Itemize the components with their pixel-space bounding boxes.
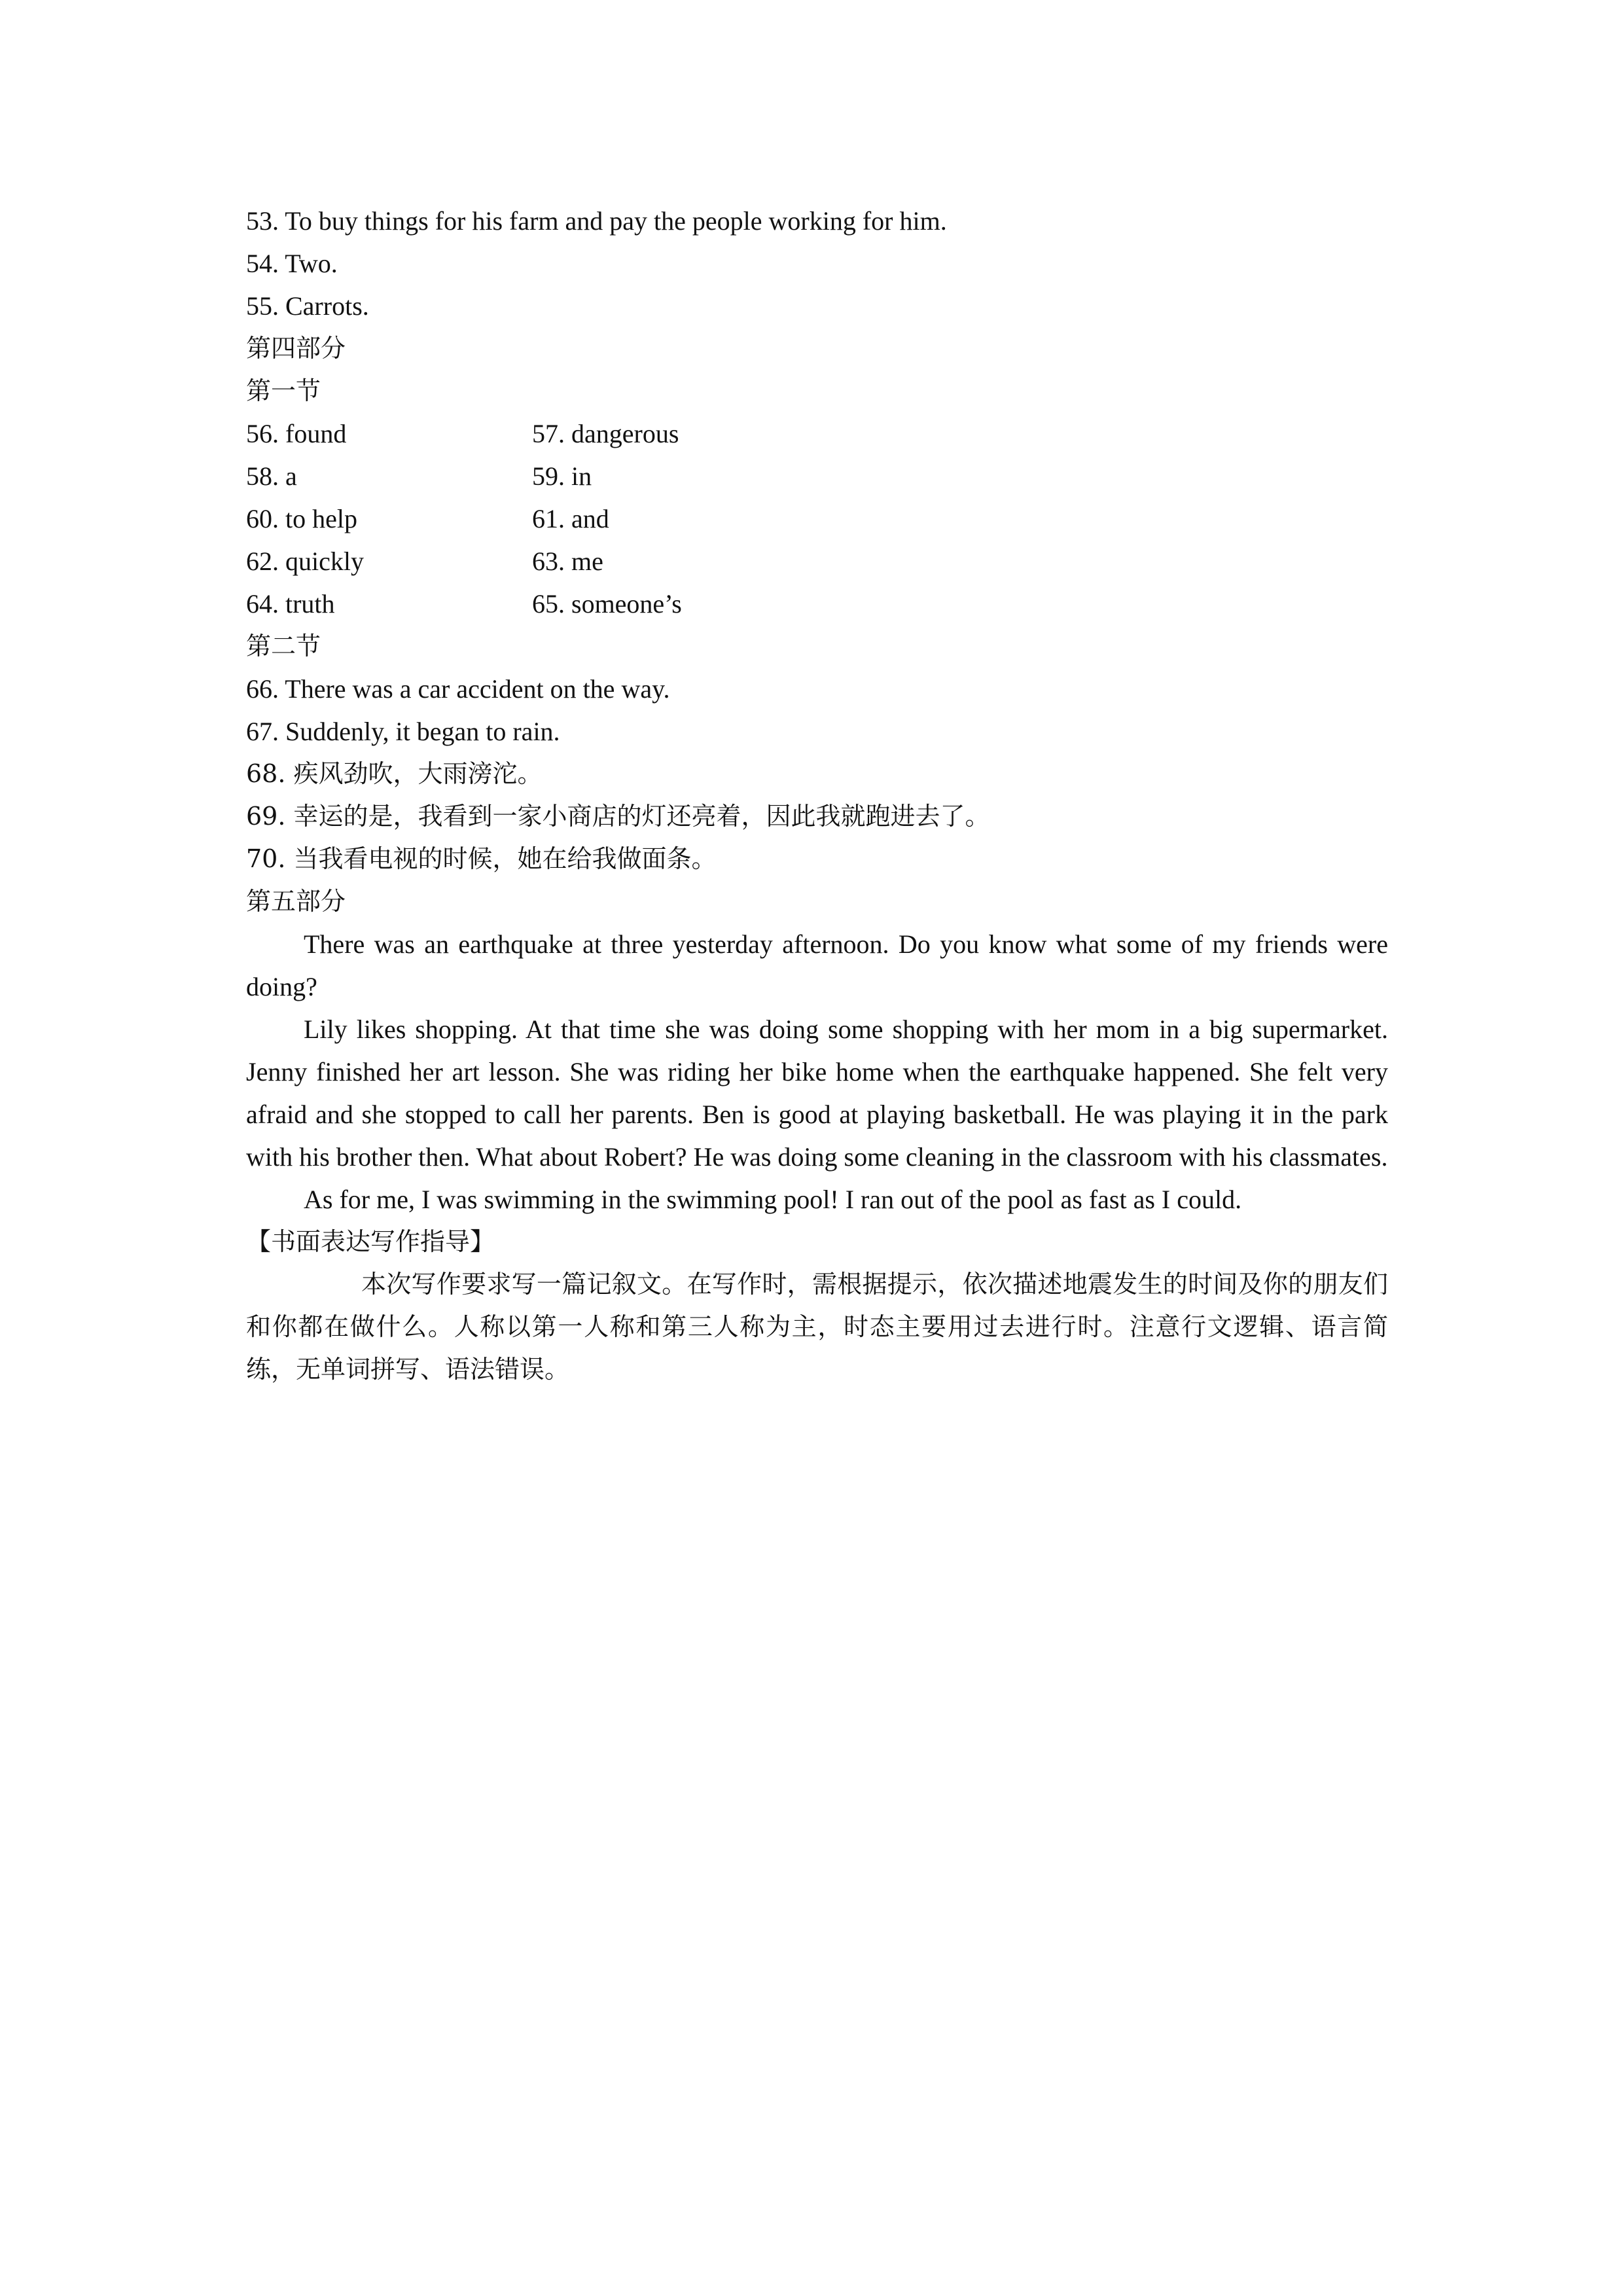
answer-row [246, 412, 1388, 455]
answer-key-content [246, 200, 1388, 1391]
answer-row [246, 497, 1388, 540]
answer-54: 54. Two. [246, 249, 338, 278]
part4-section2-heading: 第二节 [246, 632, 321, 660]
writing-guide-heading: 【书面表达写作指导】 [246, 1227, 495, 1256]
answer-63: 63. me [532, 547, 603, 576]
answer-64: 64. truth [246, 589, 335, 619]
answer-row [246, 540, 1388, 583]
answer-68: 68. 疾风劲吹，大雨滂沱。 [246, 759, 543, 788]
answer-55: 55. Carrots. [246, 291, 369, 321]
answer-row [246, 455, 1388, 497]
answer-66: 66. There was a car accident on the way. [246, 674, 670, 704]
answer-57: 57. dangerous [532, 419, 679, 448]
answer-row [246, 583, 1388, 625]
essay-paragraph: As for me, I was swimming in the swimming pool! I ran out of the pool as fast as I could. [304, 1185, 1242, 1214]
answer-60: 60. to help [246, 504, 357, 533]
writing-guide-text: 本次写作要求写一篇记叙文。在写作时，需根据提示，依次描述地震发生的时间及你的朋友们和你都在做什么。人称以第一人称和第三人称为主，时态主要用过去进行时。注意行文逻辑、语言简练，无单词拼写、语法错误。 [246, 1270, 1388, 1384]
part4-heading: 第四部分 [246, 334, 346, 363]
answer-56: 56. found [246, 419, 347, 448]
answer-58: 58. a [246, 461, 297, 491]
part5-heading: 第五部分 [246, 887, 346, 916]
essay-paragraph: There was an earthquake at three yesterday afternoon. Do you know what some of my friends were doing? [246, 929, 1388, 1001]
answer-59: 59. in [532, 461, 592, 491]
answer-69: 69. 幸运的是，我看到一家小商店的灯还亮着，因此我就跑进去了。 [246, 802, 990, 831]
answer-61: 61. and [532, 504, 609, 533]
answer-62: 62. quickly [246, 547, 364, 576]
part4-section1-heading: 第一节 [246, 376, 321, 405]
answer-53: 53. To buy things for his farm and pay the people working for him. [246, 206, 947, 236]
answer-65: 65. someone’s [532, 589, 682, 619]
essay-paragraph: Lily likes shopping. At that time she was doing some shopping with her mom in a big supermarket. Jenny finished her art lesson. She was riding her bike home when the earthquake happened. She felt very afraid and she stopped to call her parents. Ben is good at playing basketball. He was playing it in the park with his brother then. What about Robert? He was doing some cleaning in the classroom with his classmates. [246, 1014, 1388, 1172]
answer-67: 67. Suddenly, it began to rain. [246, 717, 560, 746]
answer-70: 70. 当我看电视的时候，她在给我做面条。 [246, 844, 717, 873]
